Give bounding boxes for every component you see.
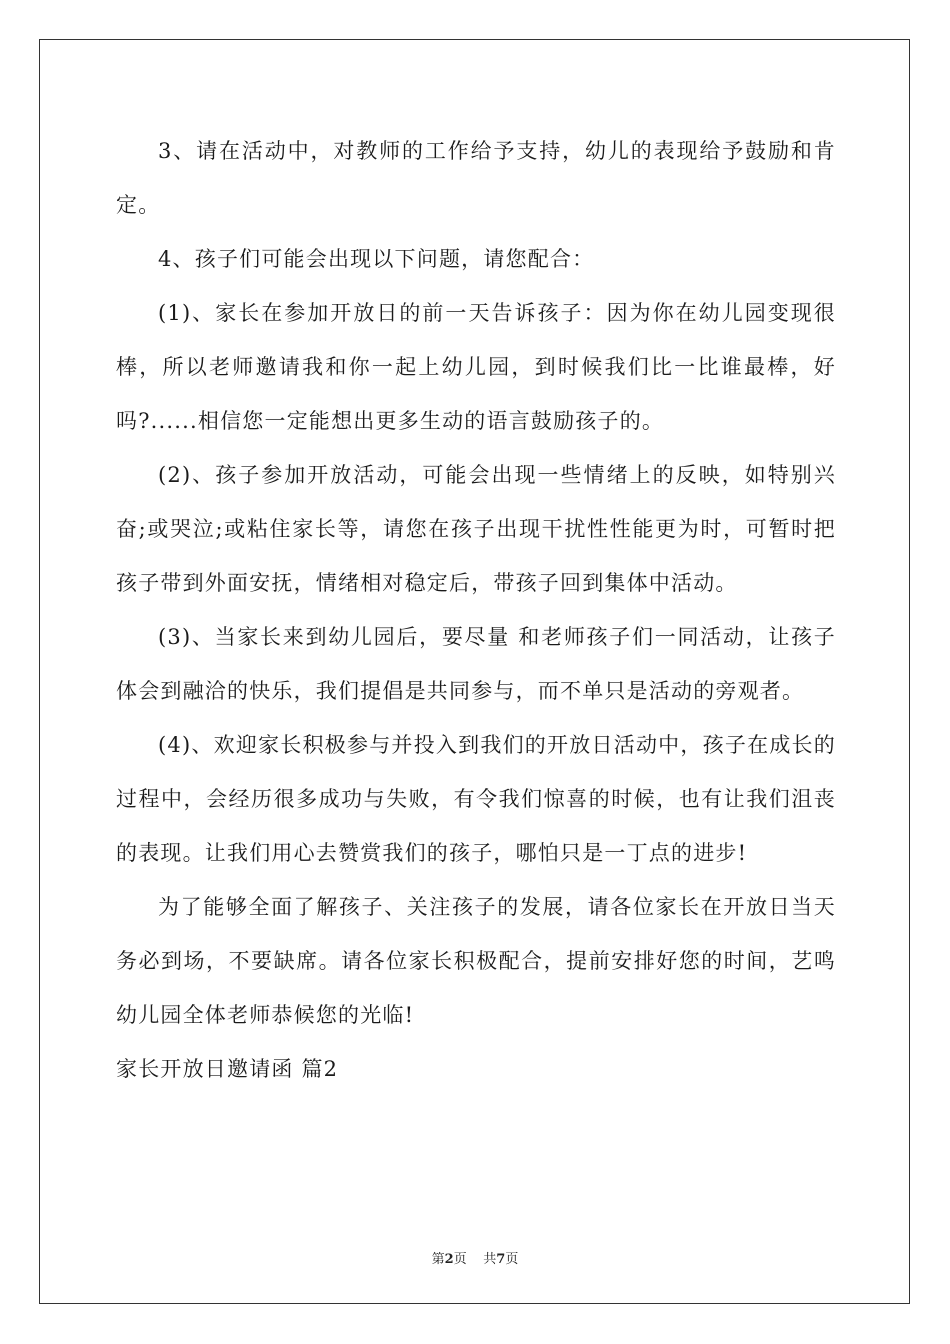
total-prefix: 共: [483, 1252, 497, 1267]
paragraph-closing: 为了能够全面了解孩子、关注孩子的发展，请各位家长在开放日当天务必到场，不要缺席。请各位家长积极配合，提前安排好您的时间，艺鸣幼儿园全体老师恭候您的光临!: [116, 895, 836, 1027]
document-body: [116, 124, 836, 1096]
total-suffix: 页: [505, 1252, 519, 1267]
page-current: 2: [444, 1252, 454, 1267]
paragraph-item-4: (4)、欢迎家长积极参与并投入到我们的开放日活动中，孩子在成长的过程中，会经历很多成功与失败，有令我们惊喜的时候，也有让我们沮丧的表现。让我们用心去赞赏我们的孩子，哪怕只是一丁点的进步!: [116, 733, 836, 865]
page-prefix: 第: [431, 1252, 445, 1267]
page-total: 7: [496, 1252, 506, 1267]
section-heading: 家长开放日邀请函 篇2: [116, 1057, 339, 1081]
paragraph-item-3: (3)、当家长来到幼儿园后，要尽量 和老师孩子们一同活动，让孩子体会到融洽的快乐，我们提倡是共同参与，而不单只是活动的旁观者。: [116, 625, 836, 703]
page-footer: [0, 1248, 950, 1267]
paragraph-support-teachers: 3、请在活动中，对教师的工作给予支持，幼儿的表现给予鼓励和肯定。: [116, 139, 836, 217]
paragraph-possible-issues: 4、孩子们可能会出现以下问题，请您配合：: [158, 247, 595, 271]
page-suffix: 页: [453, 1252, 467, 1267]
paragraph-item-2: (2)、孩子参加开放活动，可能会出现一些情绪上的反映，如特别兴奋;或哭泣;或粘住家长等，请您在孩子出现干扰性性能更为时，可暂时把孩子带到外面安抚，情绪相对稳定后，带孩子回到集体中活动。: [116, 463, 836, 595]
paragraph-item-1: (1)、家长在参加开放日的前一天告诉孩子：因为你在幼儿园变现很棒，所以老师邀请我和你一起上幼儿园，到时候我们比一比谁最棒，好吗?......相信您一定能想出更多生动的语言鼓励孩子的。: [116, 301, 836, 433]
